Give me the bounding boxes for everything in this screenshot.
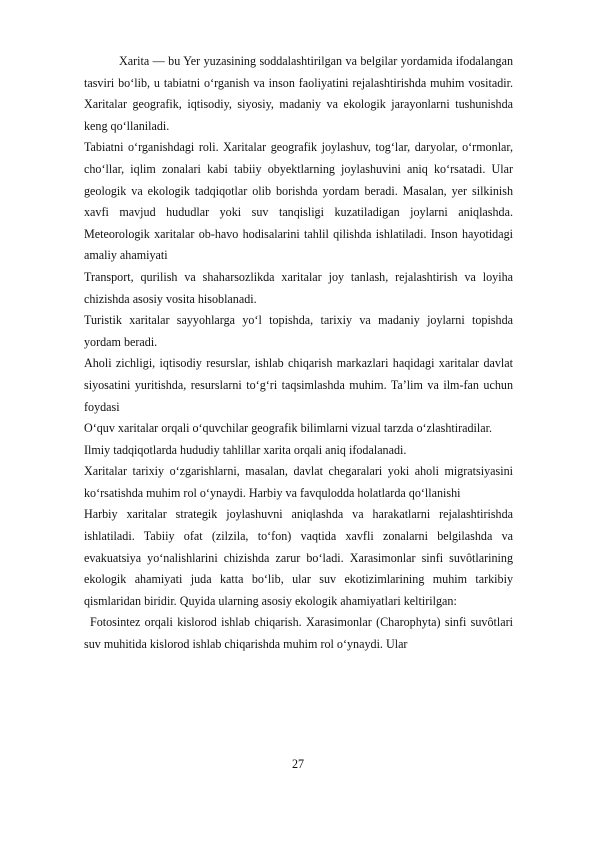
paragraph-population: Aholi zichligi, iqtisodiy resurslar, ishlab chiqarish markazlari haqidagi xaritalar davlat siyosatini yuritishda, resurslarni to‘g‘ri taqsimlashda muhim. Ta’lim va ilm-fan uchun foydasi [84, 356, 513, 414]
document-body [84, 51, 513, 656]
paragraph-intro: Xarita — bu Yer yuzasining soddalashtirilgan va belgilar yordamida ifodalangan tasviri bo‘lib, u tabiatni o‘rganish va inson faoliyatini rejalashtirishda muhim vositadir. Xaritalar geografik, iqtisodiy, siyosiy, madaniy va ekologik jarayonlarni tushunishda keng qo‘llaniladi. [84, 54, 513, 133]
paragraph-research: Ilmiy tadqiqotlarda hududiy tahlillar xarita orqali aniq ifodalanadi. [84, 442, 407, 457]
paragraph-military: Harbiy xaritalar strategik joylashuvni aniqlashda va harakatlarni rejalashtirishda ishlatiladi. Tabiiy ofat (zilzila, to‘fon) vaqtida xavfli zonalarni belgilashda va evakuatsiya yo‘nalishlarini chizishda zarur bo‘ladi. Xarasimonlar sinfi suvôtlarining ekologik ahamiyati juda katta bo‘lib, ular suv ekotizimlarining muhim tarkibiy qismlaridan biridir. Quyida ularning asosiy ekologik ahamiyatlari keltirilgan: [84, 507, 513, 608]
paragraph-photosynthesis: Fotosintez orqali kislorod ishlab chiqarish. Xarasimonlar (Charophyta) sinfi suvôtlari suv muhitida kislorod ishlab chiqarishda muhim rol o‘ynaydi. Ular [84, 615, 513, 652]
paragraph-education: O‘quv xaritalar orqali o‘quvchilar geografik bilimlarni vizual tarzda o‘zlashtiradilar. [84, 421, 493, 436]
paragraph-history: Xaritalar tarixiy o‘zgarishlarni, masalan, davlat chegaralari yoki aholi migratsiyasini ko‘rsatishda muhim rol o‘ynaydi. Harbiy va favqulodda holatlarda qo‘llanishi [84, 464, 513, 500]
paragraph-nature-role: Tabiatni o‘rganishdagi roli. Xaritalar geografik joylashuv, tog‘lar, daryolar, o‘rmonlar, cho‘llar, iqlim zonalari kabi tabiiy obyektlarning joylashuvini aniq ko‘rsatadi. Ular geologik va ekologik tadqiqotlar olib borishda yordam beradi. Masalan, yer silkinish xavfi mavjud hududlar yoki suv tanqisligi kuzatiladigan joylarni aniqlashda. Meteorologik xaritalar ob-havo hodisalarini tahlil qilishda ishlatiladi. Inson hayotidagi amaliy ahamiyati [84, 140, 513, 263]
page-number: 27 [291, 757, 305, 771]
paragraph-tourism: Turistik xaritalar sayyohlarga yo‘l topishda, tarixiy va madaniy joylarni topishda yordam beradi. [84, 313, 513, 349]
paragraph-transport: Transport, qurilish va shaharsozlikda xaritalar joy tanlash, rejalashtirish va loyiha chizishda asosiy vosita hisoblanadi. [84, 269, 513, 306]
